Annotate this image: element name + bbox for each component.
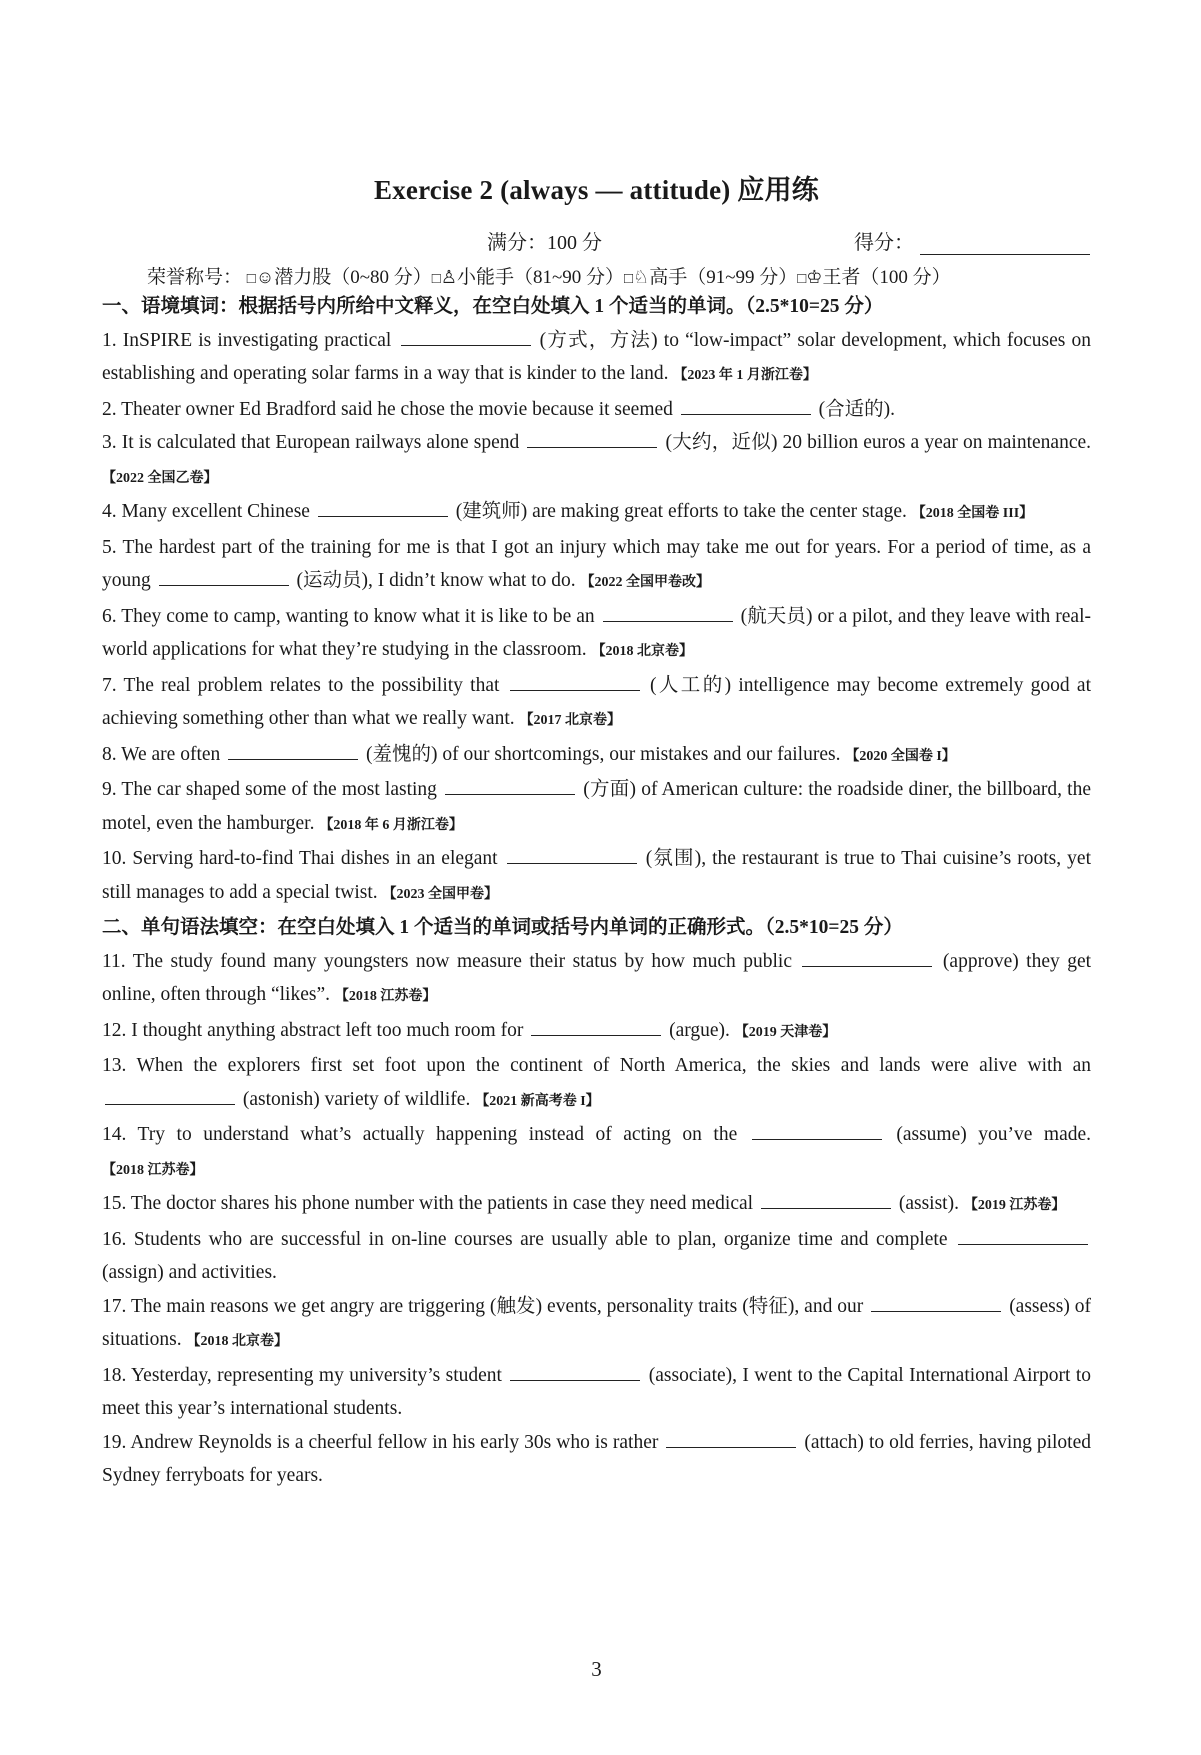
answer-blank[interactable] — [318, 498, 448, 517]
question-text-after: (运动员), I didn’t know what to do. — [296, 570, 576, 591]
question-source: 【2018 年 6 月浙江卷】 — [319, 817, 463, 833]
answer-blank[interactable] — [527, 429, 657, 448]
question-text-after: (建筑师) are making great efforts to take the center stage. — [455, 501, 907, 522]
question-text-before: 6. They come to camp, wanting to know what it is like to be an — [102, 605, 595, 627]
question-text-before: 19. Andrew Reynolds is a cheerful fellow in his early 30s who is rather — [102, 1431, 659, 1453]
question-item — [102, 945, 1091, 1014]
question-text-after: (羞愧的) of our shortcomings, our mistakes and our failures. — [366, 743, 841, 765]
question-source: 【2017 北京卷】 — [519, 713, 621, 728]
honor-item — [247, 267, 432, 288]
section1-questions — [102, 324, 1091, 912]
question-text-after: (astonish) variety of wildlife. — [242, 1088, 471, 1110]
checkbox-icon[interactable]: □ — [797, 271, 807, 287]
answer-blank[interactable] — [507, 845, 637, 864]
honor-item — [432, 267, 624, 288]
question-text-before: 15. The doctor shares his phone number with the patients in case they need medical — [102, 1193, 754, 1214]
question-source: 【2018 江苏卷】 — [102, 1162, 204, 1178]
page-number: 3 — [591, 1657, 602, 1681]
question-item — [102, 1290, 1091, 1359]
question-item — [102, 495, 1091, 531]
score-field — [854, 226, 1090, 255]
section2-questions — [102, 945, 1091, 1493]
answer-blank[interactable] — [681, 396, 811, 415]
honor-items — [247, 267, 951, 288]
question-text-after: (associate), I went to the Capital International Airport to meet this year’s international students. — [102, 1364, 1092, 1419]
question-item — [102, 842, 1091, 911]
question-text-after: (approve) they get online, often through “likes”. — [102, 950, 1092, 1005]
question-text-before: 11. The study found many youngsters now measure their status by how much public — [102, 950, 792, 972]
question-source: 【2018 北京卷】 — [591, 644, 694, 659]
question-source: 【2023 全国甲卷】 — [382, 886, 499, 902]
answer-blank[interactable] — [445, 776, 575, 795]
answer-blank[interactable] — [958, 1226, 1088, 1245]
question-text-before: 9. The car shaped some of the most lasting — [102, 779, 437, 800]
question-source: 【2018 北京卷】 — [186, 1334, 289, 1349]
question-source: 【2021 新高考卷 I】 — [475, 1093, 600, 1109]
honor-badge-icon: ♘ — [633, 267, 650, 287]
question-item — [102, 738, 1091, 774]
question-item — [102, 1014, 1091, 1050]
question-text-after: (方式，方法) to “low-impact” solar development, which focuses on establishing and operating solar farms in a way that is kinder to the land. — [102, 329, 1091, 384]
question-item — [102, 1049, 1091, 1118]
checkbox-icon[interactable]: □ — [246, 271, 256, 287]
question-text-after: (大约，近似) 20 billion euros a year on maintenance. — [665, 432, 1092, 453]
question-text-before: 13. When the explorers first set foot upon the continent of North America, the skies and lands were alive with an — [102, 1055, 1091, 1076]
question-text-after: (assess) of situations. — [102, 1295, 1092, 1350]
question-item — [102, 1118, 1091, 1187]
question-text-after: (assist). — [898, 1193, 959, 1214]
honor-item — [624, 267, 797, 288]
answer-blank[interactable] — [871, 1293, 1001, 1312]
question-text-before: 10. Serving hard-to-find Thai dishes in an elegant — [102, 848, 498, 869]
honor-badge-icon: ☺ — [255, 267, 275, 287]
checkbox-icon[interactable]: □ — [623, 271, 634, 287]
answer-blank[interactable] — [752, 1121, 882, 1140]
question-text-before: 2. Theater owner Ed Bradford said he chose the movie because it seemed — [102, 398, 673, 420]
honor-item — [797, 267, 950, 288]
question-source: 【2023 年 1 月浙江卷】 — [673, 368, 817, 383]
question-text-before: 16. Students who are successful in on-line courses are usually able to plan, organize time and complete — [102, 1228, 948, 1250]
honor-label: 荣誉称号： — [147, 267, 243, 288]
honor-item-label: 小能手（81~90 分） — [456, 267, 624, 288]
question-text-before: 8. We are often — [102, 743, 221, 765]
question-item — [102, 773, 1091, 842]
honor-badge-icon: ♔ — [806, 267, 823, 287]
answer-blank[interactable] — [105, 1086, 235, 1105]
full-score: 满分：100 分 — [487, 232, 602, 254]
exercise-body — [102, 290, 1091, 1493]
question-item — [102, 1187, 1091, 1223]
question-text-before: 3. It is calculated that European railways alone spend — [102, 432, 520, 453]
question-item — [102, 669, 1091, 738]
answer-blank[interactable] — [510, 672, 640, 691]
question-text-before: 17. The main reasons we get angry are triggering (触发) events, personality traits (特征), and our — [102, 1295, 864, 1317]
question-text-after: (合适的). — [818, 398, 896, 420]
question-source: 【2020 全国卷 I】 — [845, 748, 956, 764]
checkbox-icon[interactable]: □ — [431, 271, 441, 287]
question-source: 【2022 全国甲卷改】 — [580, 575, 710, 590]
question-item — [102, 1426, 1091, 1493]
question-text-after: (人工的) intelligence may become extremely good at achieving something other than what we really want. — [102, 674, 1091, 729]
page-title: Exercise 2 (always — attitude) 应用练 — [374, 175, 819, 205]
honor-badge-icon: ♙ — [440, 267, 457, 287]
score-blank[interactable] — [920, 234, 1090, 255]
honor-item-label: 潜力股（0~80 分） — [274, 267, 432, 288]
question-text-after: (氛围), the restaurant is true to Thai cuisine’s roots, yet still manages to add a special twist. — [102, 848, 1091, 903]
answer-blank[interactable] — [401, 327, 531, 346]
question-item — [102, 324, 1091, 393]
section1-heading: 一、语境填词：根据括号内所给中文释义，在空白处填入 1 个适当的单词。（2.5*10=25 分） — [102, 296, 884, 317]
question-item — [102, 1223, 1091, 1290]
question-text-after: (assume) you’ve made. — [896, 1124, 1092, 1145]
answer-blank[interactable] — [228, 741, 358, 760]
question-text-after: (方面) of American culture: the roadside diner, the billboard, the motel, even the hamburger. — [102, 779, 1091, 834]
question-text-after: (assign) and activities. — [102, 1262, 277, 1283]
question-source: 【2019 天津卷】 — [734, 1024, 837, 1040]
honor-titles — [147, 262, 1091, 289]
question-item — [102, 531, 1091, 600]
honor-item-label: 王者（100 分） — [822, 267, 951, 288]
answer-blank[interactable] — [603, 603, 733, 622]
question-source: 【2019 江苏卷】 — [963, 1198, 1066, 1213]
question-text-after: (argue). — [669, 1019, 730, 1041]
score-label: 得分： — [854, 232, 914, 254]
question-text-before: 14. Try to understand what’s actually happening instead of acting on the — [102, 1124, 738, 1145]
answer-blank[interactable] — [531, 1017, 661, 1036]
question-text-before: 1. InSPIRE is investigating practical — [102, 329, 392, 351]
answer-blank[interactable] — [761, 1190, 891, 1209]
question-item — [102, 426, 1091, 495]
answer-blank[interactable] — [666, 1429, 796, 1448]
question-item — [102, 1359, 1091, 1426]
answer-blank[interactable] — [802, 948, 932, 967]
question-item — [102, 600, 1091, 669]
question-item — [102, 393, 1091, 427]
question-source: 【2022 全国乙卷】 — [102, 470, 218, 486]
question-text-before: 4. Many excellent Chinese — [102, 501, 310, 522]
score-line — [102, 226, 1091, 256]
question-text-before: 5. The hardest part of the training for me is that I got an injury which may take me out for years. For a period of time, as a young — [102, 536, 1091, 591]
question-text-before: 12. I thought anything abstract left too much room for — [102, 1019, 524, 1041]
answer-blank[interactable] — [159, 567, 289, 586]
section2-heading: 二、单句语法填空：在空白处填入 1 个适当的单词或括号内单词的正确形式。（2.5*10=25 分） — [102, 917, 903, 938]
question-text-after: (航天员) or a pilot, and they leave with real-world applications for what they’re studying in the classroom. — [102, 605, 1091, 660]
question-text-before: 7. The real problem relates to the possibility that — [102, 674, 500, 696]
answer-blank[interactable] — [510, 1362, 640, 1381]
question-source: 【2018 江苏卷】 — [334, 989, 437, 1004]
question-text-after: (attach) to old ferries, having piloted Sydney ferryboats for years. — [102, 1431, 1091, 1486]
honor-item-label: 高手（91~99 分） — [649, 267, 798, 288]
question-text-before: 18. Yesterday, representing my university’s student — [102, 1364, 502, 1386]
question-source: 【2018 全国卷 III】 — [911, 506, 1034, 521]
